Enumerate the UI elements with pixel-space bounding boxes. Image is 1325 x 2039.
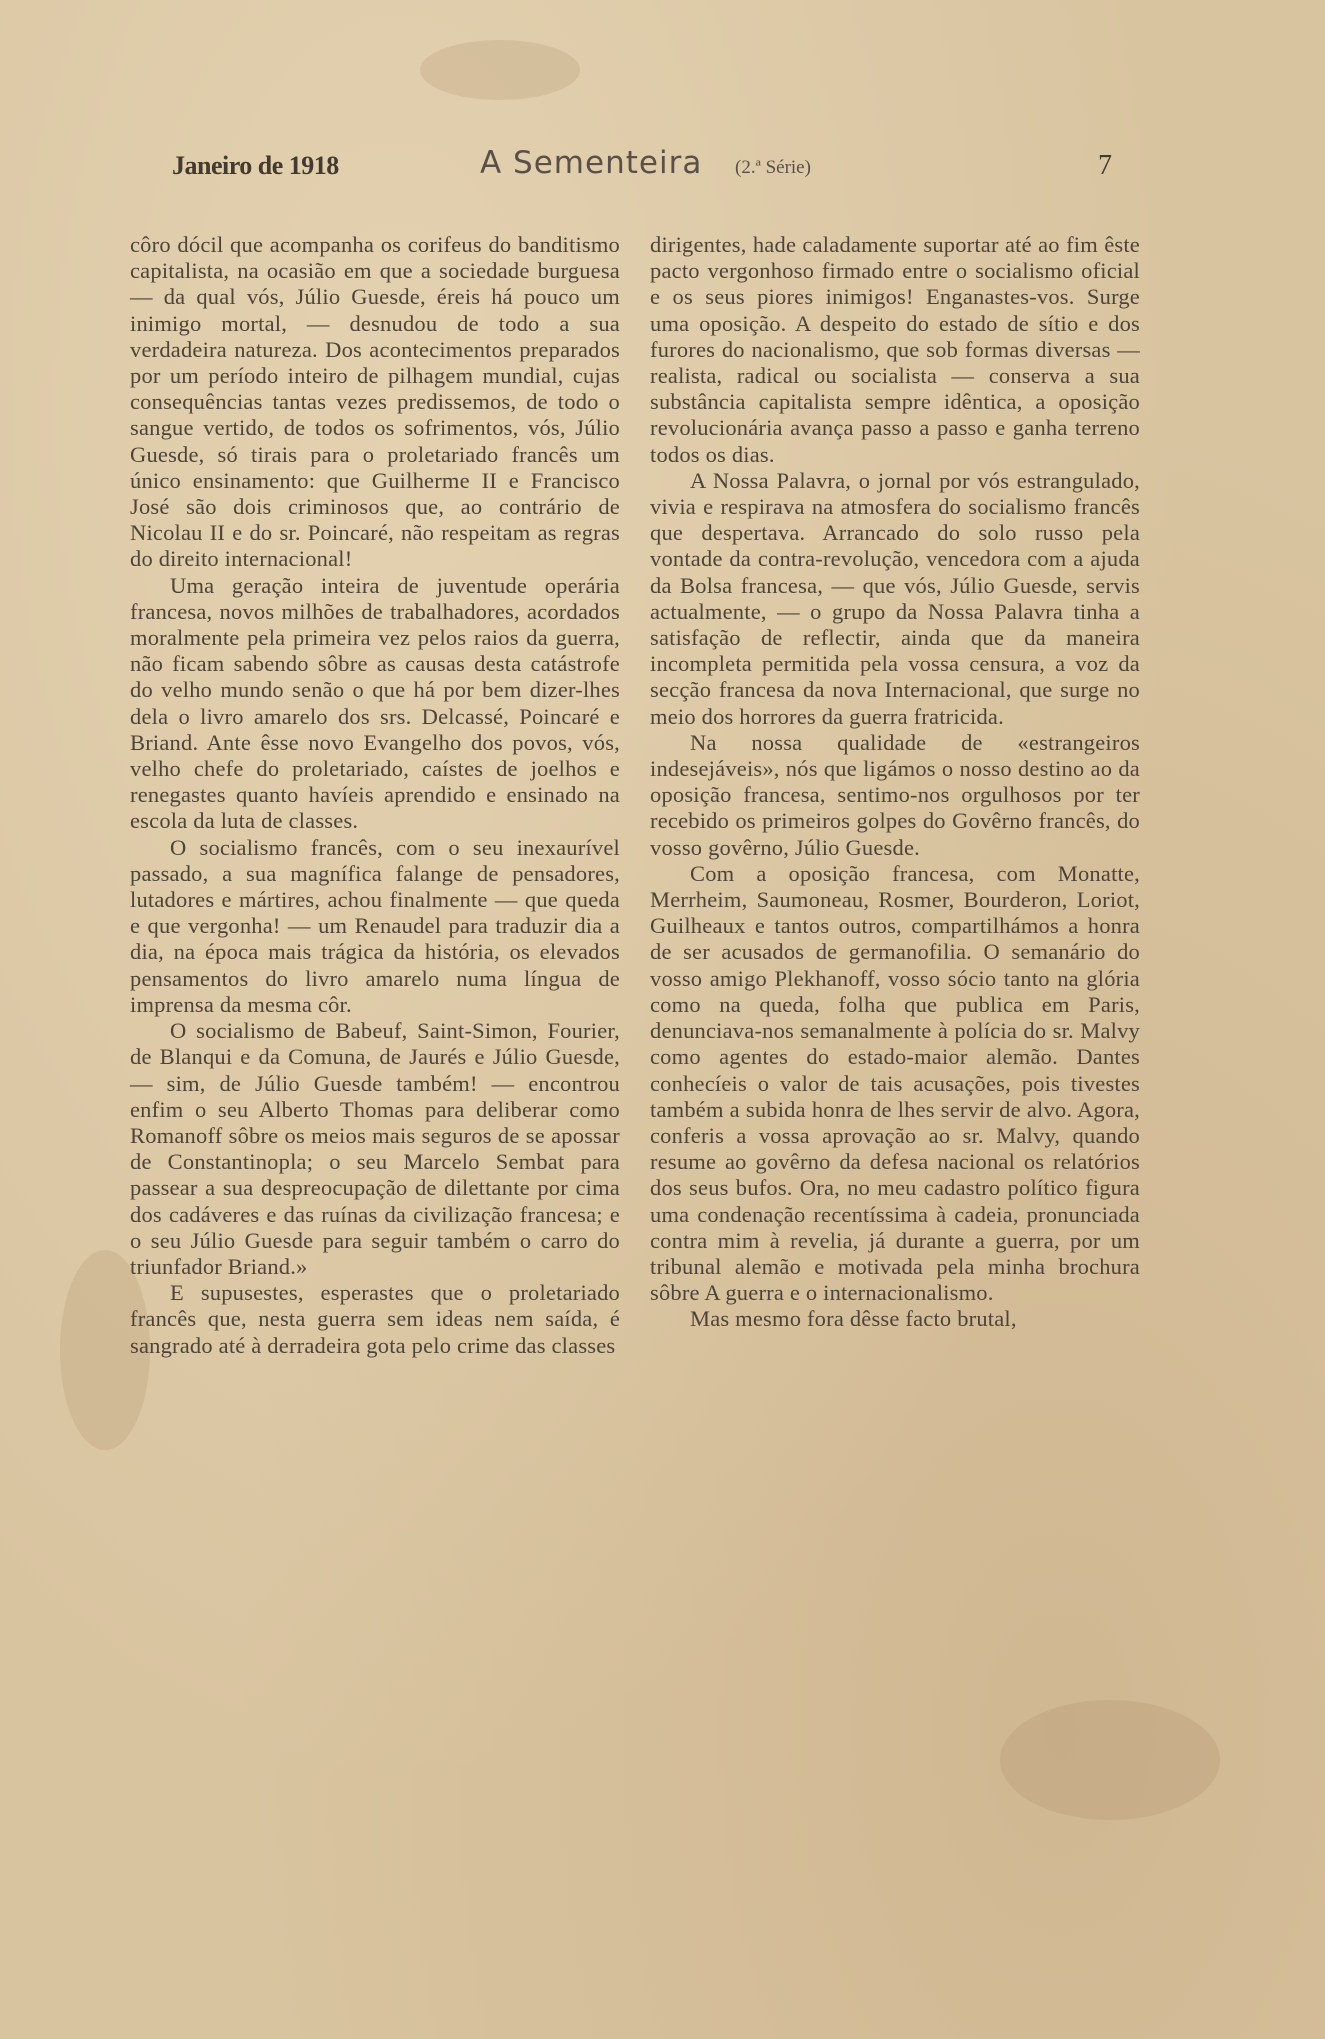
paragraph: Uma geração inteira de juventude operária francesa, novos milhões de trabalhadores, acordados moralmente pela primeira vez pelos raios da guerra, não ficam sabendo sôbre as causas desta catástrofe do velho mundo senão o que há por bem dizer-lhes dela o livro amarelo dos srs. Delcassé, Poincaré e Briand. Ante êsse novo Evangelho dos povos, vós, velho chefe do proletariado, caístes de joelhos e renegastes quanto havíeis aprendido e ensinado na escola da luta de classes. <box>130 572 620 834</box>
paragraph: Com a oposição francesa, com Monatte, Merrheim, Saumoneau, Rosmer, Bourderon, Loriot, Guilheaux e tantos outros, compartilhámos a honra de ser acusados de germanofilia. O semanário do vosso amigo Plekhanoff, vosso sócio tanto na glória como na queda, folha que publica em Paris, denunciava-nos semanalmente à polícia do sr. Malvy como agentes do estado-maior alemão. Dantes conhecíeis o valor de tais acusações, pois tivestes também a subida honra de lhes servir de alvo. Agora, conferis a vossa aprovação ao sr. Malvy, quando resume ao govêrno da defesa nacional os relatórios dos seus bufos. Ora, no meu cadastro político figura uma condenação recentíssima à cadeia, pronunciada contra mim à revelia, já durante a guerra, por um tribunal alemão e motivada pela minha brochura sôbre A guerra e o internacionalismo. <box>650 860 1140 1306</box>
paragraph: O socialismo de Babeuf, Saint-Simon, Fourier, de Blanqui e da Comuna, de Jaurés e Júlio Guesde, — sim, de Júlio Guesde também! — encontrou enfim o seu Alberto Thomas para deliberar como Romanoff sôbre os meios mais seguros de se apossar de Constantinopla; o seu Marcelo Sembat para passear a sua despreocupação de dilettante por cima dos cadáveres e das ruínas da civilização francesa; e o seu Júlio Guesde para seguir também o carro do triunfador Briand.» <box>130 1018 620 1279</box>
paragraph: côro dócil que acompanha os corifeus do banditismo capitalista, na ocasião em que a sociedade burguesa — da qual vós, Júlio Guesde, éreis há pouco um inimigo mortal, — desnudou de todo a sua verdadeira natureza. Dos acontecimentos preparados por um período inteiro de pilhagem mundial, cujas consequências tantas vezes predissemos, de todo o sangue vertido, de todos os sofrimentos, vós, Júlio Guesde, só tirais para o proletariado francês um único ensinamento: que Guilherme II e Francisco José são dois criminosos que, ao contrário de Nicolau II e do sr. Poincaré, não respeitam as regras do direito internacional! <box>130 232 620 572</box>
paper-stain <box>420 40 580 100</box>
right-column <box>650 232 1140 1333</box>
paragraph: E supusestes, esperastes que o proletariado francês que, nesta guerra sem ideas nem saída, é sangrado até à derradeira gota pelo crime das classes <box>130 1280 620 1358</box>
publication-title: A Sementeira <box>480 145 703 181</box>
paragraph: Na nossa qualidade de «estrangeiros indesejáveis», nós que ligámos o nosso destino ao da oposição francesa, sentimo-nos orgulhosos por ter recebido os primeiros golpes do Govêrno francês, do vosso govêrno, Júlio Guesde. <box>650 729 1140 860</box>
paragraph: dirigentes, hade caladamente suportar até ao fim êste pacto vergonhoso firmado entre o socialismo oficial e os seus piores inimigos! Enganastes-vos. Surge uma oposição. A despeito do estado de sítio e dos furores do nacionalismo, que sob formas diversas — realista, radical ou socialista — conserva a sua substância capitalista sempre idêntica, a oposição revolucionária avança passo a passo e ganha terreno todos os dias. <box>650 232 1140 467</box>
series-label: (2.ª Série) <box>735 157 811 178</box>
paragraph: Mas mesmo fora dêsse facto brutal, <box>690 1306 1017 1332</box>
page-header <box>170 145 1120 195</box>
paragraph: O socialismo francês, com o seu inexaurível passado, a sua magnífica falange de pensadores, lutadores e mártires, achou finalmente — que queda e que vergonha! — um Renaudel para traduzir dia a dia, na época mais trágica da história, os elevados pensamentos do livro amarelo numa língua de imprensa da mesma côr. <box>130 834 620 1017</box>
issue-date: Janeiro de 1918 <box>172 151 339 180</box>
page-number: 7 <box>1098 150 1112 181</box>
paper-stain <box>1000 1700 1220 1820</box>
paragraph: A Nossa Palavra, o jornal por vós estrangulado, vivia e respirava na atmosfera do socialismo francês que despertava. Arrancado do solo russo pela vontade da contra-revolução, vencedora com a ajuda da Bolsa francesa, — que vós, Júlio Guesde, servis actualmente, — o grupo da Nossa Palavra tinha a satisfação de reflectir, ainda que da maneira incompleta permitida pela vossa censura, a voz da secção francesa da nova Internacional, que surge no meio dos horrores da guerra fratricida. <box>650 467 1140 729</box>
left-column <box>130 232 620 1359</box>
